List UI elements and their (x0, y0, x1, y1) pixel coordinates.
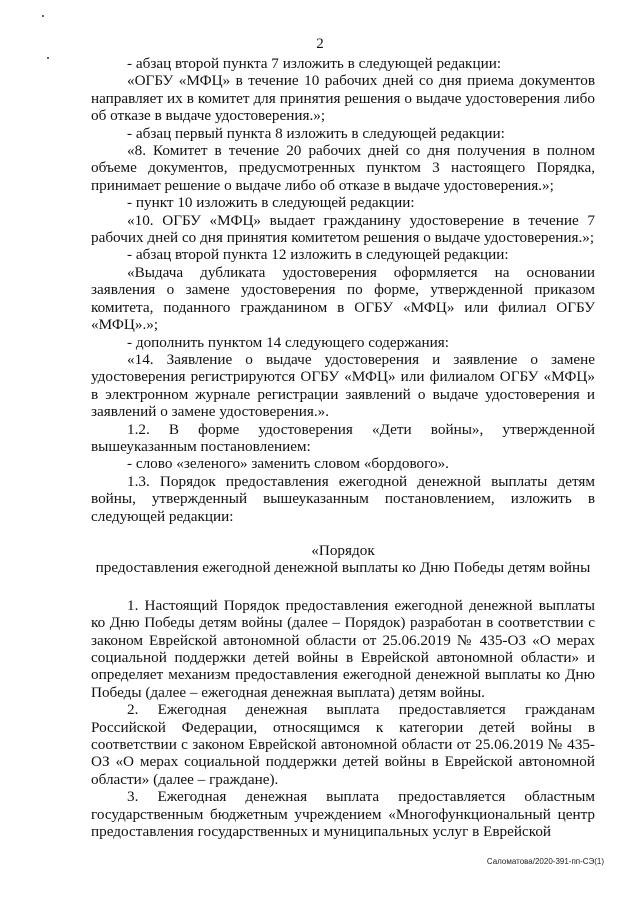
paragraph: - слово «зеленого» заменить словом «бордового». (127, 455, 449, 473)
section-heading-line1: «Порядок (311, 541, 375, 559)
paragraph: 3. Ежегодная денежная выплата предоставляется областным государственным бюджетным учреждением «Многофункциональный центр предоставления государственных и муниципальных услуг в Еврейской (91, 788, 595, 841)
scan-speck (47, 57, 49, 59)
paragraph: «Выдача дубликата удостоверения оформляется на основании заявления о замене удостоверения по форме, утвержденной приказом комитета, поданного гражданином в ОГБУ «МФЦ» или филиал ОГБУ «МФЦ».»; (91, 263, 595, 334)
paragraph: - абзац второй пункта 7 изложить в следующей редакции: (127, 55, 502, 72)
section-heading-line2: предоставления ежегодной денежной выплаты ко Дню Победы детям войны (95, 559, 591, 577)
paragraph: «ОГБУ «МФЦ» в течение 10 рабочих дней со дня приема документов направляет их в комитет для принятия решения о выдаче удостоверения либо об отказе в выдаче удостоверения.»; (91, 72, 595, 125)
paragraph: - абзац первый пункта 8 изложить в следующей редакции: (127, 124, 505, 142)
paragraph: - дополнить пунктом 14 следующего содержания: (127, 333, 449, 351)
page-number: 2 (316, 36, 324, 52)
document-text (91, 55, 595, 840)
scan-speck (42, 15, 44, 17)
paragraph: 1.3. Порядок предоставления ежегодной денежной выплаты детям войны, утвержденный вышеуказанным постановлением, изложить в следующей редакции: (91, 472, 595, 525)
paragraph: - абзац второй пункта 12 изложить в следующей редакции: (127, 246, 509, 264)
paragraph: 2. Ежегодная денежная выплата предоставляется гражданам Российской Федерации, относящимся к категории детей войны в соответствии с законом Еврейской автономной области от 25.06.2019 № 435-ОЗ «О мерах социальной поддержки детей войны в Еврейской автономной области» (далее – граждане). (91, 701, 595, 788)
paragraph: «10. ОГБУ «МФЦ» выдает гражданину удостоверение в течение 7 рабочих дней со дня принятия комитетом решения о выдаче удостоверения.»; (91, 211, 595, 247)
paragraph: 1.2. В форме удостоверения «Дети войны», утвержденной вышеуказанным постановлением: (91, 420, 595, 455)
footer-document-code: Саломатова/2020-391-пп-СЭ(1) (486, 857, 604, 866)
paragraph: «8. Комитет в течение 20 рабочих дней со дня получения в полном объеме документов, предусмотренных пунктом 3 настоящего Порядка, принимает решение о выдаче либо об отказе в выдаче удостоверения.»; (91, 142, 595, 194)
paragraph: «14. Заявление о выдаче удостоверения и заявление о замене удостоверения регистрируются ОГБУ «МФЦ» или филиалом ОГБУ «МФЦ» в электронном журнале регистрации заявлений о выдаче удостоверения и заявлений о замене удостоверения.». (91, 350, 595, 421)
paragraph: 1. Настоящий Порядок предоставления ежегодной денежной выплаты ко Дню Победы детям войны (далее – Порядок) разработан в соответствии с законом Еврейской автономной области от 25.06.2019 № 435-ОЗ «О мерах социальной поддержки детей войны в Еврейской автономной области» и определяет механизм предоставления ежегодной денежной выплаты ко Дню Победы (далее – ежегодная денежная выплата) детям войны. (91, 596, 595, 701)
paragraph: - пункт 10 изложить в следующей редакции: (127, 194, 415, 212)
